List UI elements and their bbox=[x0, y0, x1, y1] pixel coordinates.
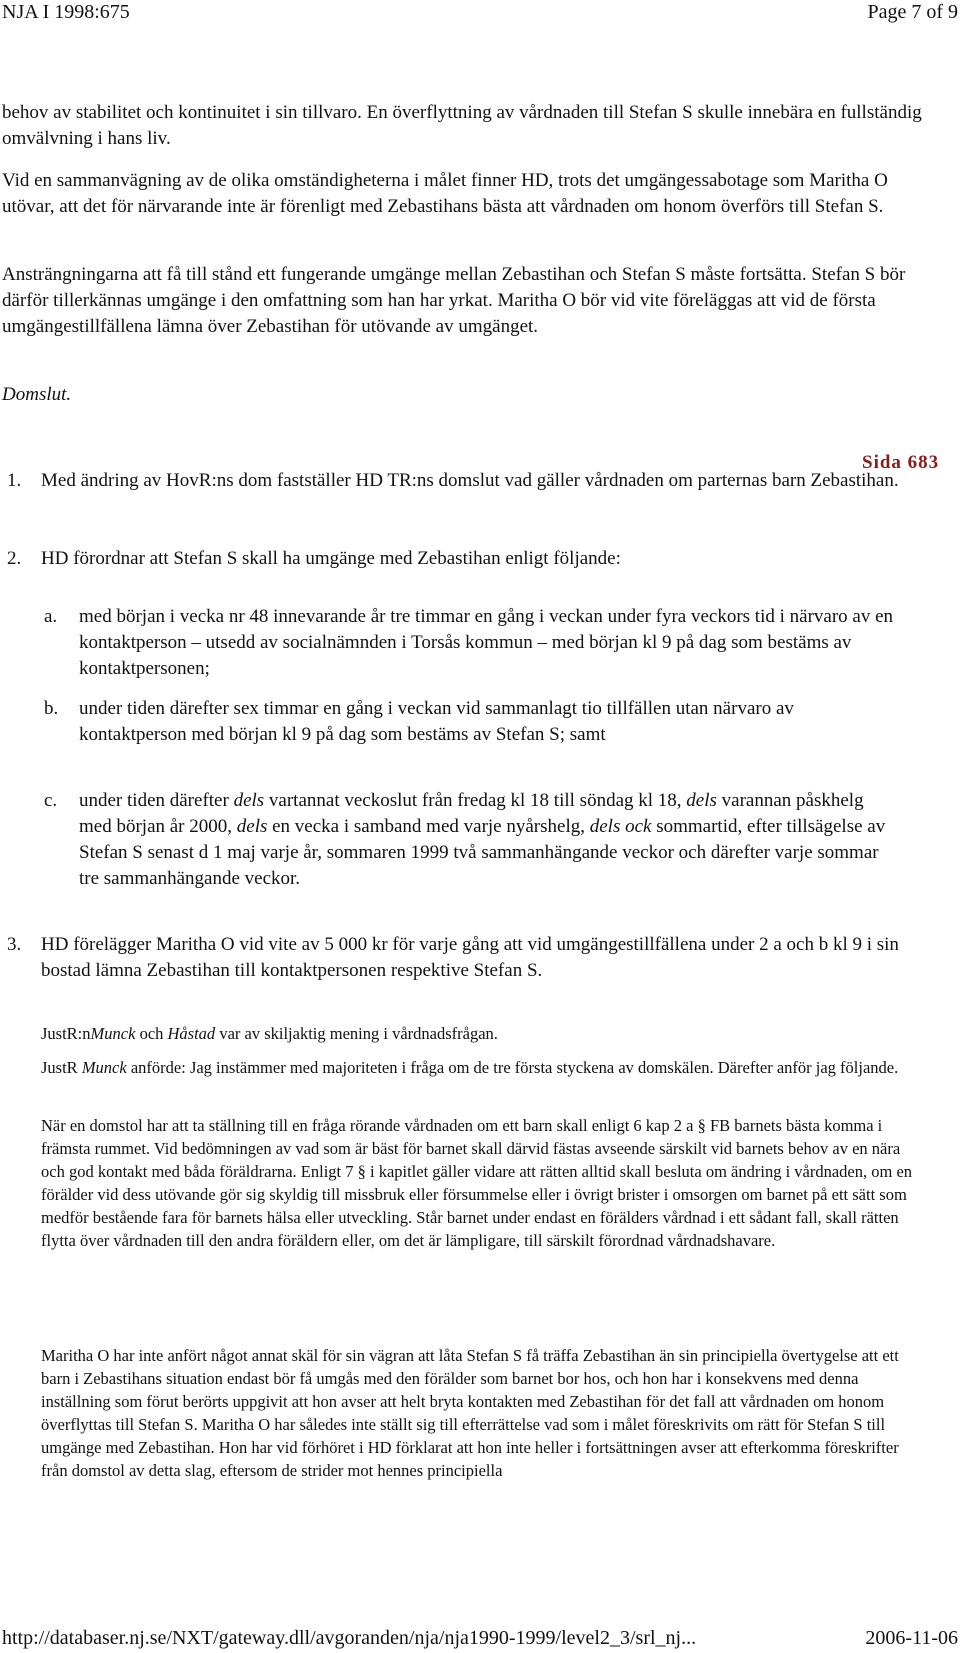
item-text: HD förordnar att Stefan S skall ha umgänge med Zebastihan enligt följande: bbox=[41, 548, 621, 569]
subitem-letter: a. bbox=[44, 606, 58, 627]
text-run: och bbox=[135, 1024, 168, 1043]
item-number: 2. bbox=[7, 548, 22, 569]
dissent-paragraph-law: När en domstol har att ta ställning till en fråga rörande vårdnaden om ett barn skall enligt 6 kap 2 a § FB barnets bästa komma i främsta rummet. Vid bedömningen av vad som är bäst för barnet skall därvid fästas avseende särskilt vid barnets behov av en nära och god kontakt med båda föräldrarna. Enligt 7 § i kapitlet gäller vidare att rätten alltid skall besluta om ändring i vårdnaden, om en förälder vid dess utövande gör sig skyldig till missbruk eller försummelse eller i övrigt brister i omsorgen om barnet på ett sätt som medför bestående fara för barnets hälsa eller utveckling. Står barnet under endast en förälders vårdnad i ett sådant fall, skall rätten flytta över vårdnaden till den andra föräldern eller, om det är lämpligare, till särskilt förordnad vårdnadshavare. bbox=[41, 1116, 913, 1250]
text-run: vartannat veckoslut från fredag kl 18 till söndag kl 18, bbox=[264, 790, 687, 811]
text-run: varannan påskhelg med början år 2000, bbox=[79, 790, 864, 837]
subitem-text bbox=[79, 788, 899, 892]
item-text: Med ändring av HovR:ns dom fastställer HD TR:ns domslut vad gäller vårdnaden om parternas barn Zebastihan. bbox=[41, 470, 899, 491]
text-run: anförde: Jag instämmer med majoriteten i fråga om de tre första styckena av domskälen. Därefter anför jag följande. bbox=[126, 1058, 899, 1077]
paragraph-efforts: Ansträngningarna att få till stånd ett fungerande umgänge mellan Zebastihan och Stefan S måste fortsätta. Stefan S bör därför tillerkännas umgänge i den omfattning som han har yrkat. Maritha O bör vid vite föreläggas att vid de första umgängestillfällena lämna över Zebastihan för utövande av umgänget. bbox=[2, 264, 906, 337]
text-run: en vecka i samband med varje nyårshelg, bbox=[267, 816, 590, 837]
paragraph-assessment: Vid en sammanvägning av de olika omständigheterna i målet finner HD, trots det umgängessabotage som Maritha O utövar, att det för närvarande inte är förenligt med Zebastihans bästa att vårdnaden om honom överförs till Stefan S. bbox=[2, 170, 888, 217]
text-run: JustR:n bbox=[41, 1024, 91, 1043]
text-run: var av skiljaktig mening i vårdnadsfrågan. bbox=[215, 1024, 498, 1043]
emphasis-dels-ock: dels ock bbox=[589, 816, 652, 837]
page-number: Page 7 of 9 bbox=[867, 1, 958, 23]
subitem-letter: c. bbox=[44, 790, 58, 811]
paragraph-stability: behov av stabilitet och kontinuitet i sin tillvaro. En överflyttning av vårdnaden till Stefan S skulle innebära en fullständig omvälvning i hans liv. bbox=[2, 102, 922, 149]
subitem-text: med början i vecka nr 48 innevarande år tre timmar en gång i veckan under fyra veckors tid i närvaro av en kontaktperson – utsedd av socialnämnden i Torsås kommun – med början kl 9 på dag som bestäms av kontaktpersonen; bbox=[79, 606, 894, 679]
subitem-letter: b. bbox=[44, 698, 59, 719]
text-run: sommartid, efter tillsägelse av Stefan S senast d 1 maj varje år, sommaren 1999 två sammanhängande veckor och därefter varje sommar tre sammanhängande veckor. bbox=[79, 816, 886, 889]
page-footer bbox=[0, 1626, 960, 1650]
item-number: 1. bbox=[7, 470, 22, 491]
emphasis-dels: dels bbox=[686, 790, 717, 811]
document-reference: NJA I 1998:675 bbox=[2, 1, 130, 23]
text-run: under tiden därefter bbox=[79, 790, 234, 811]
item-text: HD förelägger Maritha O vid vite av 5 000 kr för varje gång att vid umgängestillfällena under 2 a och b kl 9 i sin bostad lämna Zebastihan till kontaktpersonen respektive Stefan S. bbox=[41, 934, 899, 981]
domslut-heading: Domslut. bbox=[2, 384, 72, 405]
print-date: 2006-11-06 bbox=[865, 1627, 958, 1649]
page-marker: Sida 683 bbox=[862, 452, 940, 473]
judge-name: Munck bbox=[90, 1024, 136, 1043]
text-run: JustR bbox=[41, 1058, 82, 1077]
dissent-paragraph-facts: Maritha O har inte anfört något annat skäl för sin vägran att låta Stefan S få träffa Zebastihan än sin principiella övertygelse att ett barn i Zebastihans situation endast bör få umgås med den förälder som barnet bor hos, och hon har i konsekvens med denna inställning som förut berörts uppgivit att hon avser att helt bryta kontakten med Zebastihan för det fall att vårdnaden om honom överflyttas till Stefan S. Maritha O har således inte ställt sig till efterrättelse vad som i målet föreskrivits om rätt för Stefan S till umgänge med Zebastihan. Hon har vid förhöret i HD förklarat att hon inte heller i fortsättningen avser att efterkomma föreskrifter från domstol av detta slag, eftersom de strider mot hennes principiella bbox=[41, 1346, 899, 1480]
source-url: http://databaser.nj.se/NXT/gateway.dll/avgoranden/nja/nja1990-1999/level2_3/srl_nj... bbox=[2, 1627, 697, 1649]
page-header bbox=[0, 0, 960, 24]
emphasis-dels: dels bbox=[236, 816, 268, 837]
dissent-opening bbox=[41, 1056, 921, 1079]
dissent-note bbox=[41, 1022, 921, 1045]
judge-name: Håstad bbox=[167, 1024, 216, 1043]
subitem-text: under tiden därefter sex timmar en gång i veckan vid sammanlagt tio tillfällen utan närvaro av kontaktperson med början kl 9 på dag som bestäms av Stefan S; samt bbox=[79, 698, 794, 745]
judge-name: Munck bbox=[81, 1058, 127, 1077]
item-number: 3. bbox=[7, 934, 22, 955]
emphasis-dels: dels bbox=[233, 790, 265, 811]
